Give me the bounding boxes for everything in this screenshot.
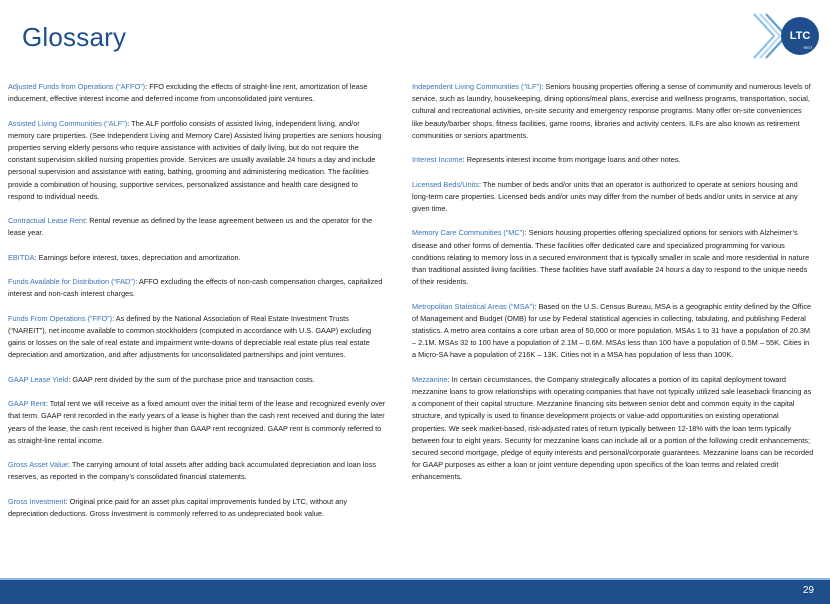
glossary-entry bbox=[8, 496, 386, 520]
glossary-definition: : Earnings before interest, taxes, depreciation and amortization. bbox=[34, 252, 241, 262]
glossary-definition: : Seniors housing properties offering a sense of community and numerous levels of service, such as laundry, housekeeping, dining options/meal plans, exercise and wellness programs, transportation, social, cultural and recreational activities, on-site security and emergency response programs. Many offer on-site conveniences like beauty/barber shops, fitness facilities, game rooms, libraries and activity centers. ILFs are also known as retirement communities or seniors apartments. bbox=[412, 82, 811, 140]
glossary-entry bbox=[8, 215, 386, 239]
footer-bar bbox=[0, 580, 830, 604]
glossary-entry bbox=[8, 398, 386, 447]
glossary-term: GAAP Rent bbox=[8, 399, 46, 409]
glossary-term: Funds From Operations (“FFO”) bbox=[8, 313, 113, 323]
glossary-term: Licensed Beds/Units bbox=[412, 179, 479, 189]
glossary-term: Funds Available for Distribution (“FAD”) bbox=[8, 277, 136, 287]
glossary-definition: : Seniors housing properties offering specialized options for seniors with Alzheimer’s disease and other forms of dementia. These facilities offer dedicated care and specialized programming for various conditions relating to memory loss in a secured environment that is typically smaller in scale and more residential in nature than traditional assisted living facilities. These facilities have staff available 24 hours a day to respond to the unique needs of their residents. bbox=[412, 228, 810, 287]
glossary-entry bbox=[412, 227, 814, 288]
glossary-definition: : The carrying amount of total assets after adding back accumulated depreciation and loan loss reserves, as reported in the company’s consolidated financial statements. bbox=[8, 460, 376, 482]
glossary-definition: : As defined by the National Association of Real Estate Investment Trusts (“NAREIT”), net income available to common stockholders (computed in accordance with U.S. GAAP) excluding gains or losses on the sale of real estate and impairment write-downs of depreciable real estate plus real estate depreciation and amortization, and after adjustments for unconsolidated partnerships and joint ventures. bbox=[8, 313, 372, 360]
glossary-entry bbox=[412, 154, 814, 166]
glossary-entry bbox=[8, 118, 386, 203]
glossary-definition: : The ALF portfolio consists of assisted living, independent living, and/or memory care properties. (See Independent Living and Memory Care) Assisted living properties are seniors housing properties serving elderly persons who require assistance with activities of daily living, but do not require the constant supervision skilled nursing properties provide. Services are usually available 24 hours a day and include personal supervision and assistance with eating, bathing, grooming and administering medication. The facilities provide a combination of housing, supportive services, personalized assistance and health care designed to respond to individual needs. bbox=[8, 118, 382, 201]
glossary-term: Gross Investment bbox=[8, 496, 66, 506]
glossary-term: Interest Income bbox=[412, 155, 463, 165]
ltc-logo bbox=[750, 8, 822, 64]
glossary-term: Contractual Lease Rent bbox=[8, 216, 86, 226]
glossary-entry bbox=[8, 276, 386, 300]
left-column bbox=[8, 81, 386, 532]
glossary-entry bbox=[412, 81, 814, 142]
glossary-term: GAAP Lease Yield bbox=[8, 374, 69, 384]
glossary-definition: : Represents interest income from mortgage loans and other notes. bbox=[462, 155, 681, 165]
glossary-definition: : FFO excluding the effects of straight-line rent, amortization of lease inducement, effective interest income and deferred income from unconsolidated joint ventures. bbox=[8, 82, 368, 104]
glossary-term: Memory Care Communities (“MC”) bbox=[412, 228, 525, 238]
glossary-definition: : GAAP rent divided by the sum of the purchase price and transaction costs. bbox=[68, 374, 315, 384]
logo-subtext: REIT bbox=[803, 45, 813, 50]
glossary-definition: : Original price paid for an asset plus capital improvements funded by LTC, without any depreciation deductions. Gross Investment is commonly referred to as undepreciated book value. bbox=[8, 496, 348, 518]
glossary-entry bbox=[8, 313, 386, 362]
glossary-term: EBITDA bbox=[8, 252, 35, 262]
glossary-term: Metropolitan Statistical Areas (“MSA”) bbox=[412, 301, 535, 311]
glossary-definition: : AFFO excluding the effects of non-cash compensation charges, capitalized interest and non-cash interest charges. bbox=[8, 277, 383, 299]
logo-chevron-mid bbox=[760, 14, 780, 58]
glossary-entry bbox=[412, 179, 814, 216]
glossary-definition: : Rental revenue as defined by the lease agreement between us and the operator for the lease year. bbox=[8, 216, 373, 238]
glossary-term: Adjusted Funds from Operations (“AFFO”) bbox=[8, 82, 146, 91]
glossary-definition: : Total rent we will receive as a fixed amount over the initial term of the lease and recognized evenly over that term. GAAP rent recorded in the early years of a lease is higher than the cash rent received and during the later years of the lease, the cash rent received is higher than GAAP rent recognized. GAAP rent is commonly referred to as straight-line rental income. bbox=[8, 399, 386, 445]
glossary-entry bbox=[8, 252, 386, 264]
glossary-term: Mezzanine bbox=[412, 374, 448, 384]
page-title: Glossary bbox=[22, 22, 127, 52]
glossary-term: Assisted Living Communities (“ALF”) bbox=[8, 118, 128, 128]
glossary-term: Independent Living Communities (“ILF”) bbox=[412, 82, 542, 91]
right-column bbox=[412, 81, 814, 496]
glossary-entry bbox=[8, 374, 386, 386]
page-number: 29 bbox=[802, 585, 814, 596]
glossary-entry bbox=[412, 301, 814, 362]
glossary-entry bbox=[8, 459, 386, 483]
glossary-entry bbox=[412, 374, 814, 484]
glossary-definition: : In certain circumstances, the Company strategically allocates a portion of its capital deployment toward mezzanine loans to grow relationships with operating companies that have not typically utilized sale leaseback financing as a component of their capital structure. Mezzanine financing sits between senior debt and common equity in the capital structure, and typically is used to finance development projects or value-add opportunities on existing operational properties. We seek market-based, risk-adjusted rates of return typically between 12-18% with the loan term typically between four to eight years. Security for mezzanine loans can include all or a portion of the following credit enhancements; secured second mortgage, pledge of equity interests and personal/corporate guarantees. Mezzanine loans can be recorded for GAAP purposes as either a loan or joint venture depending upon specifics of the loan terms and related credit enhancements. bbox=[412, 374, 814, 482]
glossary-term: Gross Asset Value bbox=[8, 460, 68, 470]
glossary-definition: : Based on the U.S. Census Bureau, MSA is a geographic entity defined by the Office of Management and Budget (OMB) for use by Federal statistical agencies in collecting, tabulating, and publishing Federal statistics. A metro area contains a core urban area of 50,000 or more population. MSAs 1 to 31 have a population of 20.3M – 2.1M. MSAs 32 to 100 have a population of 2.1M – 0.6M. MSAs less than 100 have a population of 0.5M – 55K. Cities in a Micro-SA have a population of 216K – 13K. Cities not in a MSA has population of less than 100K. bbox=[412, 301, 812, 360]
glossary-entry bbox=[8, 81, 386, 105]
glossary-definition: : The number of beds and/or units that an operator is authorized to operate at seniors housing and long-term care properties. Licensed beds and/or units may differ from the number of beds and/or units in service at any given time. bbox=[412, 179, 798, 213]
logo-text: LTC bbox=[789, 30, 811, 42]
